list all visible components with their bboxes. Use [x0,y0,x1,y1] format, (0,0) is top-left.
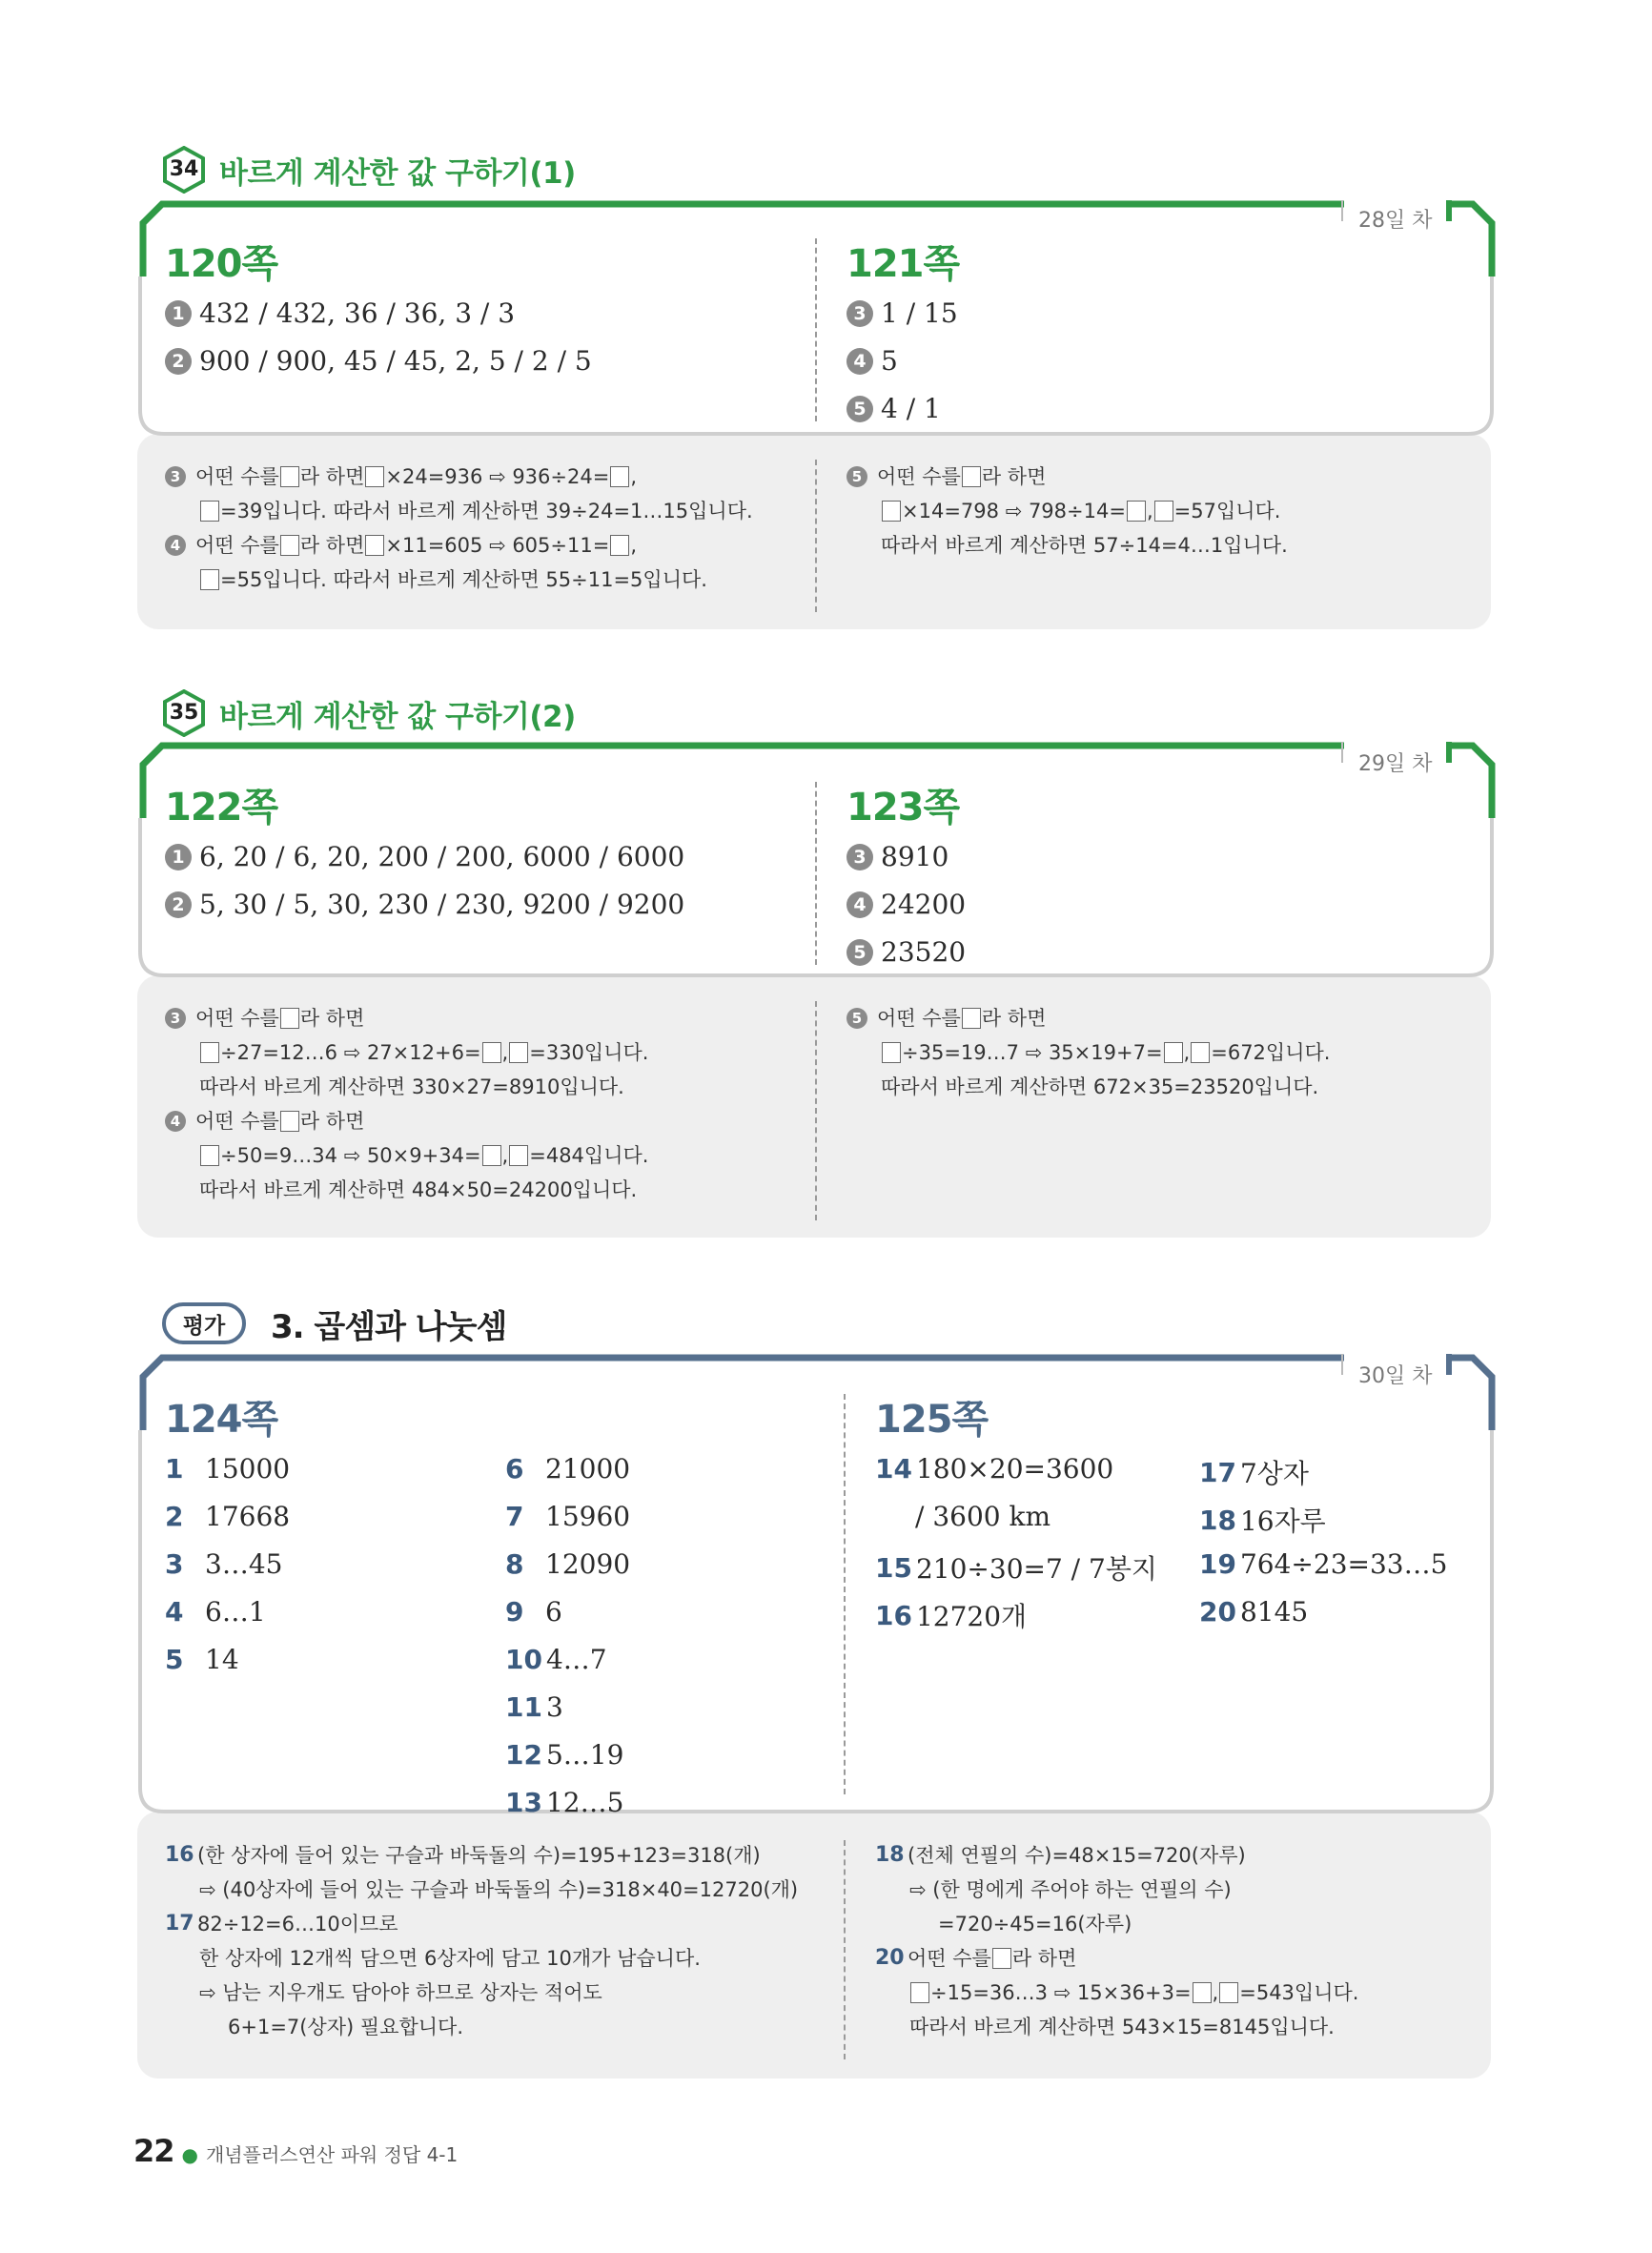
day-label: 28일 차 [1358,209,1433,233]
answer-row: 1 15000 [165,1453,291,1485]
bullet-icon: ● [181,2143,198,2166]
blank-box [365,535,384,556]
column-divider [844,1394,846,1794]
section-35-header [162,686,576,740]
answer-1: 1 432 / 432, 36 / 36, 3 / 3 [165,297,515,329]
answer-5: 5 4 / 1 [846,393,941,424]
explanation-left: 3 어떤 수를 라 하면 ×24=936 ⇨ 936÷24= , =39입니다. 따라서 바르게 계산하면 39÷24=1…15입니다. 4 어떤 수를 라 하면 ×11=605 ⇨ 605÷11= , =55입니다. 따라서 바르게 계산하면 55÷11=5입니다. [165,460,753,597]
explanation-divider [815,460,817,612]
blank-box [509,1145,528,1166]
answer-panel-evaluation [133,1354,1497,2079]
explanation-right: 18 (전체 연필의 수)=48×15=720(자루) ⇨ (한 명에게 주어야 하는 연필의 수) =720÷45=16(자루) 20 어떤 수를 라 하면 ÷15=36…3 ⇨ 15×36+3= , =543입니다. 따라서 바르게 계산하면 543×15=8145입니다. [875,1843,1359,2038]
page-heading-right: 123쪽 [846,786,960,830]
blank-box [280,535,299,556]
section-number-badge: 34 [162,146,206,194]
page-heading-right: 125쪽 [875,1398,989,1442]
answer-row: 2 17668 [165,1501,291,1532]
answer-row: 6 21000 [505,1453,631,1485]
blank-box [882,1042,901,1063]
blank-box [1191,1042,1210,1063]
blank-box [200,1042,219,1063]
answer-4: 4 5 [846,345,898,377]
page-number: 22 [133,2133,174,2169]
answer-row: 8 12090 [505,1548,631,1580]
blank-box [200,1145,219,1166]
evaluation-title: 3. 곱셈과 나눗셈 [271,1307,507,1346]
answer-row: 17 7상자 [1199,1456,1309,1489]
answer-1: 1 6, 20 / 6, 20, 200 / 200, 6000 / 6000 [165,841,684,872]
evaluation-header [162,1297,506,1350]
blank-box [910,1982,929,2003]
answer-row: 11 3 [505,1691,563,1723]
blank-box [280,1008,299,1029]
answer-2: 2 5, 30 / 5, 30, 230 / 230, 9200 / 9200 [165,889,684,920]
column-divider [815,238,817,421]
blank-box [610,466,629,487]
page-heading-left: 124쪽 [165,1398,278,1442]
blank-box [200,501,219,522]
answer-3: 3 8910 [846,841,948,872]
blank-box [610,535,629,556]
answer-row: 4 6…1 [165,1596,266,1628]
blank-box [509,1042,528,1063]
answer-4: 4 24200 [846,889,966,920]
answer-row: 7 15960 [505,1501,631,1532]
answer-panel-34 [133,200,1497,629]
blank-box [280,466,299,487]
answer-row: 19 764÷23=33…5 [1199,1548,1448,1580]
explanation-right: 5 어떤 수를 라 하면 ÷35=19…7 ⇨ 35×19+7= , =672입니다. 따라서 바르게 계산하면 672×35=23520입니다. [846,1001,1330,1104]
section-title: 바르게 계산한 값 구하기(2) [219,699,576,734]
answer-row: 10 4…7 [505,1644,607,1675]
blank-box [280,1111,299,1132]
blank-box [962,1008,981,1029]
page-heading-left: 122쪽 [165,786,278,830]
section-34-header [162,143,576,196]
blank-box [1219,1982,1238,2003]
answer-row: 14 180×20=3600 [875,1453,1114,1485]
evaluation-badge: 평가 [162,1302,246,1344]
blank-box [200,569,219,590]
answer-row: 13 12…5 [505,1787,624,1818]
blank-box [882,501,901,522]
column-divider [815,782,817,965]
blank-box [482,1145,501,1166]
page-footer [133,2133,458,2169]
blank-box [962,466,981,487]
answer-row: 12 5…19 [505,1739,624,1771]
answer-row: 16 12720개 [875,1599,1028,1632]
answer-row: 18 16자루 [1199,1504,1326,1537]
answer-5: 5 23520 [846,936,966,968]
page-heading-right: 121쪽 [846,242,960,286]
explanation-left: 3 어떤 수를 라 하면 ÷27=12…6 ⇨ 27×12+6= , =330입니다. 따라서 바르게 계산하면 330×27=8910입니다. 4 어떤 수를 라 하면 ÷50=9…34 ⇨ 50×9+34= , =484입니다. 따라서 바르게 계산하면 484×50=24200입니다. [165,1001,648,1207]
answer-3: 3 1 / 15 [846,297,958,329]
blank-box [482,1042,501,1063]
explanation-left: 16 (한 상자에 들어 있는 구슬과 바둑돌의 수)=195+123=318(개) ⇨ (40상자에 들어 있는 구슬과 바둑돌의 수)=318×40=12720(개) 17 82÷12=6…10이므로 한 상자에 12개씩 담으면 6상자에 담고 10개가 남습니다. ⇨ 남는 지우개도 담아야 하므로 상자는 적어도 6+1=7(상자) 필요합니다. [165,1843,799,2038]
book-title: 개념플러스연산 파워 정답 4-1 [205,2143,459,2166]
section-title: 바르게 계산한 값 구하기(1) [219,155,576,191]
blank-box [1193,1982,1212,2003]
explanation-right: 5 어떤 수를 라 하면 ×14=798 ⇨ 798÷14= , =57입니다. 따라서 바르게 계산하면 57÷14=4…1입니다. [846,460,1288,563]
section-number-badge: 35 [162,689,206,737]
answer-row: 15 210÷30=7 / 7봉지 [875,1551,1157,1585]
blank-box [365,466,384,487]
blank-box [1164,1042,1183,1063]
blank-box [1127,501,1146,522]
answer-2: 2 900 / 900, 45 / 45, 2, 5 / 2 / 5 [165,345,592,377]
page-heading-left: 120쪽 [165,242,278,286]
answer-row: 5 14 [165,1644,239,1675]
answer-row: / 3600 km [915,1501,1051,1532]
day-label: 29일 차 [1358,752,1433,776]
explanation-divider [815,1001,817,1220]
answer-row: 3 3…45 [165,1548,283,1580]
answer-row: 20 8145 [1199,1596,1309,1628]
blank-box [992,1948,1011,1969]
answer-panel-35 [133,742,1497,1238]
blank-box [1154,501,1173,522]
explanation-divider [844,1840,846,2059]
day-label: 30일 차 [1358,1364,1433,1388]
answer-row: 9 6 [505,1596,562,1628]
